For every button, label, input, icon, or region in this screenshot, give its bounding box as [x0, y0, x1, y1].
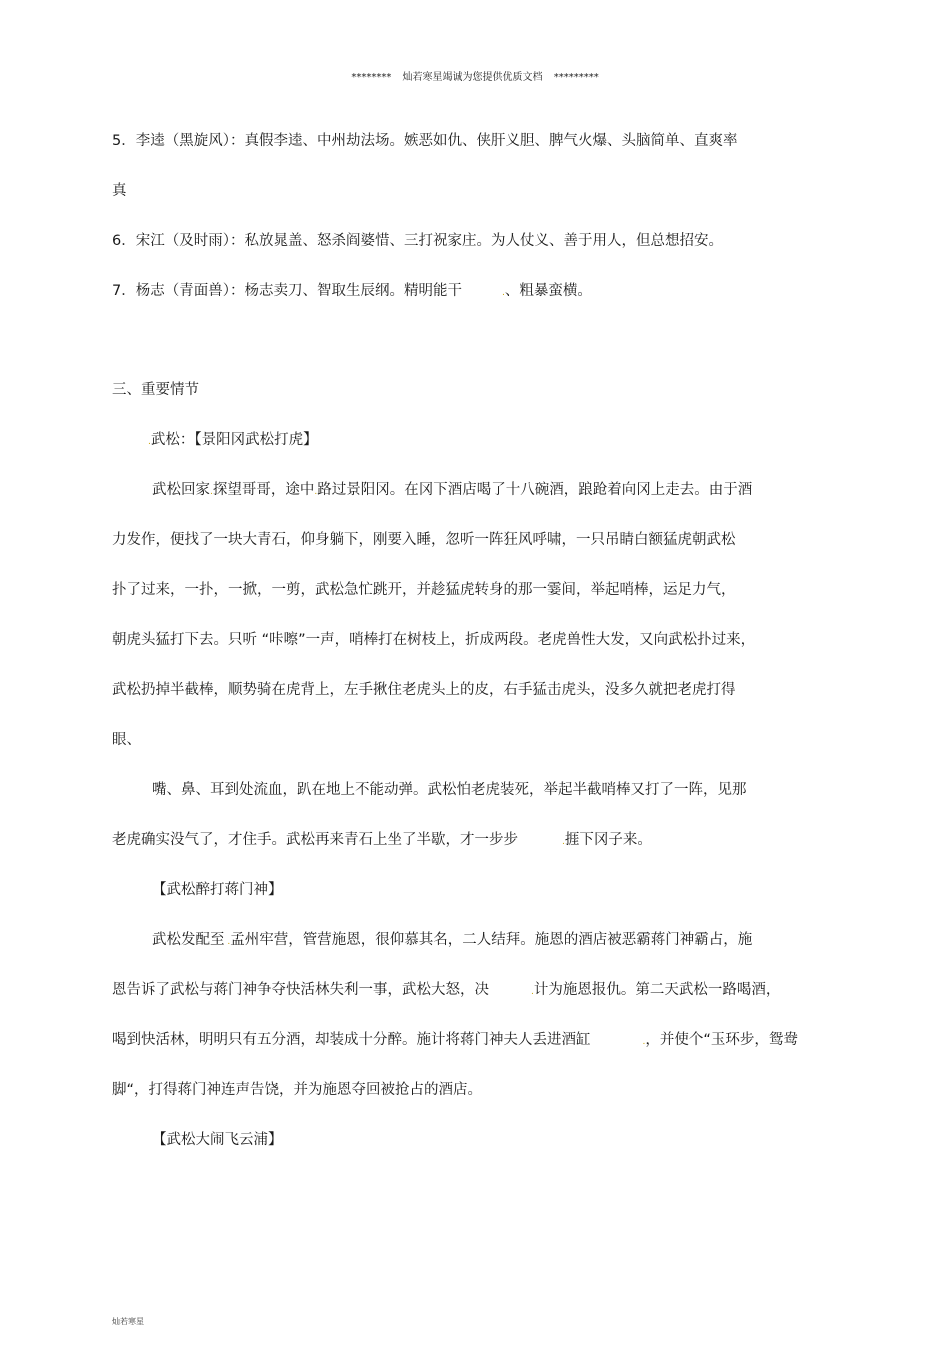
marker-dot: .: [642, 1037, 646, 1047]
p2-line-3-part-1: 喝到快活林，明明只有五分酒，却装成十分醉。施计将蒋门神夫人丢进酒缸: [112, 1032, 591, 1048]
header-stars-left: ********: [351, 72, 392, 83]
item-7: [112, 281, 592, 303]
p1-line-1-part-3: 路过景阳冈。在冈下酒店喝了十八碗酒，踉跄着向冈上走去。由于酒: [317, 482, 753, 498]
marker-dot: .: [501, 288, 505, 298]
item-5-line-2: 真: [112, 183, 127, 199]
section-title: 三、重要情节: [112, 382, 199, 398]
item-7-part-2: 、粗暴蛮横。: [504, 283, 592, 299]
item-7-part-1: 7．杨志（青面兽）：杨志卖刀、智取生辰纲。精明能干: [112, 283, 462, 299]
p1-line-3: 扑了过来，一扑，一掀，一剪，武松急忙跳开，并趁猛虎转身的那一霎间，举起哨棒，运足力气，: [112, 582, 736, 598]
p2-line-2-part-1: 恩告诉了武松与蒋门神争夺快活林失利一事，武松大怒，决: [112, 982, 489, 998]
p1-line-6: 眼、: [112, 732, 141, 748]
marker-dot: .: [531, 987, 534, 997]
marker-dot: .: [210, 487, 213, 497]
p1-line-8: [112, 830, 652, 852]
p1-line-5: 武松扔掉半截棒，顺势骑在虎背上，左手揪住老虎头上的皮，右手猛击虎头，没多久就把老虎打得: [112, 682, 736, 698]
p1-line-8-part-2: 捱下冈子来。: [564, 832, 652, 848]
p1-line-7: 嘴、鼻、耳到处流血，趴在地上不能动弹。武松怕老虎装死，举起半截哨棒又打了一阵，见那: [152, 782, 747, 798]
header-title: 灿若寒星竭诚为您提供优质文档: [402, 72, 543, 83]
p2-line-4: 脚“，打得蒋门神连声告饶，并为施恩夺回被抢占的酒店。: [112, 1082, 483, 1098]
item-5-line-1: 5．李逵（黑旋风）：真假李逵、中州劫法场。嫉恶如仇、侠肝义胆、脾气火爆、头脑简单、直爽率: [112, 133, 738, 149]
p1-line-1-part-2: 探望哥哥，途中: [212, 482, 315, 498]
wusong-label-text: 武松：【景阳冈武松打虎】: [150, 432, 318, 448]
p2-line-3: [112, 1030, 798, 1052]
p2-line-3-part-2: ，并使个“玉环步，鸳鸯: [645, 1032, 798, 1048]
marker-dot: .: [224, 937, 231, 947]
p2-line-2-part-2: 计为施恩报仇。第二天武松一路喝酒，: [533, 982, 781, 998]
page-header: [0, 68, 950, 88]
marker-dot: .: [314, 487, 318, 497]
wusong-label: [148, 430, 318, 452]
p1-line-1: [152, 480, 752, 502]
p2-line-1-part-2: 孟州牢营，管营施恩，很仰慕其名，二人结拜。施恩的酒店被恶霸蒋门神霸占，施: [230, 932, 753, 948]
p1-line-4: 朝虎头猛打下去。只听 “咔嚓”一声，哨棒打在树枝上，折成两段。老虎兽性大发，又向武松扑过来，: [112, 632, 756, 648]
header-stars-right: *********: [553, 72, 599, 83]
p1-line-1-part-1: 武松回家: [152, 482, 210, 498]
subtitle-feiyunpu: 【武松大闹飞云浦】: [152, 1132, 283, 1148]
p2-line-1-part-1: 武松发配至: [152, 932, 225, 948]
marker-dot: .: [148, 437, 151, 447]
page-footer: 灿若寒星: [112, 1317, 144, 1326]
p2-line-2: [112, 980, 780, 1002]
p2-line-1: [152, 930, 752, 952]
item-6: 6．宋江（及时雨）：私放晁盖、怒杀阎婆惜、三打祝家庄。为人仗义、善于用人，但总想招安。: [112, 233, 723, 249]
p1-line-2: 力发作，便找了一块大青石，仰身躺下，刚要入睡，忽听一阵狂风呼啸，一只吊睛白额猛虎朝武松: [112, 532, 736, 548]
marker-dot: .: [562, 837, 565, 847]
subtitle-drunk-fight: 【武松醉打蒋门神】: [152, 882, 283, 898]
p1-line-8-part-1: 老虎确实没气了，才住手。武松再来青石上坐了半歇，才一步步: [112, 832, 518, 848]
